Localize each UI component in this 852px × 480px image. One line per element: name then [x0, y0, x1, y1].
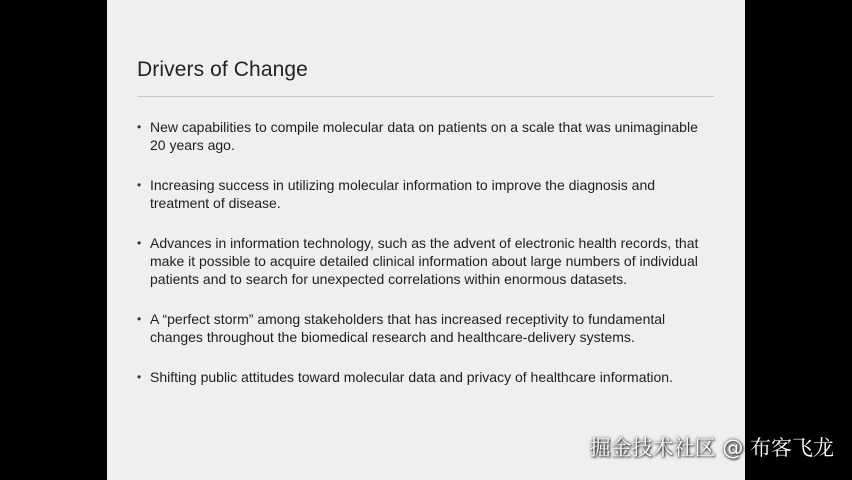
slide — [107, 0, 745, 480]
bullet-text: Increasing success in utilizing molecular information to improve the diagnosis and treatment of disease. — [150, 177, 656, 211]
bullet-dot-icon: • — [137, 370, 142, 384]
list-item — [137, 176, 717, 212]
list-item — [137, 118, 717, 154]
bullet-dot-icon: • — [137, 178, 142, 192]
list-item — [137, 368, 717, 386]
slide-title: Drivers of Change — [137, 58, 308, 81]
bullet-list — [137, 118, 717, 408]
list-item — [137, 234, 717, 288]
title-divider — [137, 96, 714, 97]
bullet-dot-icon: • — [137, 236, 142, 250]
list-item — [137, 310, 717, 346]
watermark-text: 掘金技术社区 @ 布客飞龙 — [589, 436, 834, 460]
bullet-text: Advances in information technology, such as the advent of electronic health records, that make it possible to acquire detailed clinical information about large numbers of individual patients and to search for unexpected correlations within enormous datasets. — [150, 235, 699, 287]
bullet-text: Shifting public attitudes toward molecular data and privacy of healthcare information. — [150, 369, 673, 385]
bullet-text: A “perfect storm” among stakeholders that has increased receptivity to fundamental changes throughout the biomedical research and healthcare-delivery systems. — [150, 311, 666, 345]
bullet-dot-icon: • — [137, 312, 142, 326]
bullet-dot-icon: • — [137, 120, 142, 134]
bullet-text: New capabilities to compile molecular data on patients on a scale that was unimaginable 20 years ago. — [150, 119, 698, 153]
